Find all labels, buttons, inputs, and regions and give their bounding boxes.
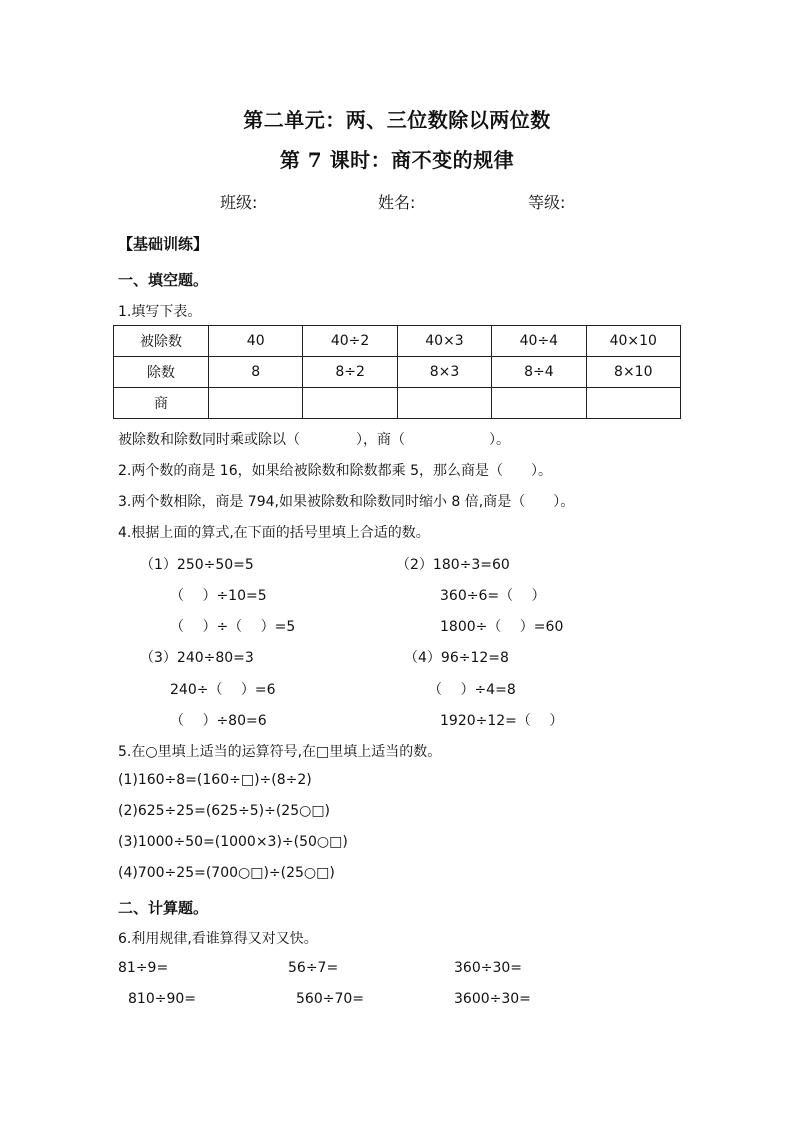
calc-item: 810÷90= bbox=[128, 991, 196, 1007]
question-4: 4.根据上面的算式,在下面的括号里填上合适的数。 bbox=[118, 525, 430, 541]
table-cell: 40÷4 bbox=[492, 326, 586, 357]
fill-table bbox=[113, 325, 681, 419]
q4-item: 240÷（ ）=6 bbox=[170, 682, 276, 698]
q5-item: (3)1000÷50=(1000×3)÷(50○□) bbox=[118, 834, 348, 850]
basic-training-heading: 【基础训练】 bbox=[118, 235, 209, 253]
q4-item: （1）250÷50=5 bbox=[140, 557, 254, 573]
q4-item: （ ）÷（ ）=5 bbox=[170, 619, 296, 635]
table-cell: 8×3 bbox=[397, 357, 491, 388]
calc-item: 81÷9= bbox=[118, 960, 169, 976]
lesson-title: 第 7 课时：商不变的规律 bbox=[279, 148, 515, 172]
q4-item: （ ）÷4=8 bbox=[428, 682, 516, 698]
question-3: 3.两个数相除，商是 794,如果被除数和除数同时缩小 8 倍,商是（ ）。 bbox=[118, 494, 575, 510]
table-row-label: 商 bbox=[114, 388, 209, 419]
calc-item: 3600÷30= bbox=[454, 991, 531, 1007]
answer-cell[interactable] bbox=[209, 388, 303, 419]
name-label: 姓名: bbox=[378, 193, 416, 212]
table-row bbox=[114, 326, 681, 357]
table-cell: 8×10 bbox=[586, 357, 680, 388]
table-cell: 8÷4 bbox=[492, 357, 586, 388]
answer-cell[interactable] bbox=[303, 388, 397, 419]
answer-cell[interactable] bbox=[397, 388, 491, 419]
calc-item: 360÷30= bbox=[454, 960, 522, 976]
class-label: 班级: bbox=[220, 193, 258, 212]
q4-item: （2）180÷3=60 bbox=[396, 557, 510, 573]
table-cell: 40÷2 bbox=[303, 326, 397, 357]
q4-item: （ ）÷10=5 bbox=[170, 588, 267, 604]
q5-item: (1)160÷8=(160÷□)÷(8÷2) bbox=[118, 772, 312, 788]
q4-item: （3）240÷80=3 bbox=[140, 650, 254, 666]
question-5: 5.在○里填上适当的运算符号,在□里填上适当的数。 bbox=[118, 744, 442, 760]
q4-item: 1800÷（ ）=60 bbox=[440, 619, 564, 635]
question-1: 1.填写下表。 bbox=[118, 304, 202, 320]
table-cell: 40 bbox=[209, 326, 303, 357]
calc-item: 56÷7= bbox=[288, 960, 339, 976]
q5-item: (2)625÷25=(625÷5)÷(25○□) bbox=[118, 803, 331, 819]
q4-item: （4）96÷12=8 bbox=[404, 650, 509, 666]
q5-item: (4)700÷25=(700○□)÷(25○□) bbox=[118, 865, 335, 881]
section2-title: 二、计算题。 bbox=[118, 899, 209, 917]
unit-title: 第二单元：两、三位数除以两位数 bbox=[243, 108, 551, 132]
question-2: 2.两个数的商是 16，如果给被除数和除数都乘 5，那么商是（ ）。 bbox=[118, 463, 552, 479]
table-cell: 40×3 bbox=[397, 326, 491, 357]
answer-cell[interactable] bbox=[586, 388, 680, 419]
table-row bbox=[114, 388, 681, 419]
answer-cell[interactable] bbox=[492, 388, 586, 419]
grade-label: 等级: bbox=[528, 193, 566, 212]
table-row bbox=[114, 357, 681, 388]
table-row-label: 除数 bbox=[114, 357, 209, 388]
section1-title: 一、填空题。 bbox=[118, 271, 209, 289]
table-row-label: 被除数 bbox=[114, 326, 209, 357]
table-cell: 8 bbox=[209, 357, 303, 388]
calc-item: 560÷70= bbox=[296, 991, 364, 1007]
q4-item: 1920÷12=（ ） bbox=[440, 713, 564, 729]
table-cell: 40×10 bbox=[586, 326, 680, 357]
question-1-note: 被除数和除数同时乘或除以（ ），商（ ）。 bbox=[118, 432, 510, 448]
question-6: 6.利用规律,看谁算得又对又快。 bbox=[118, 931, 318, 947]
q4-item: （ ）÷80=6 bbox=[170, 713, 267, 729]
q4-item: 360÷6=（ ） bbox=[440, 588, 546, 604]
table-cell: 8÷2 bbox=[303, 357, 397, 388]
